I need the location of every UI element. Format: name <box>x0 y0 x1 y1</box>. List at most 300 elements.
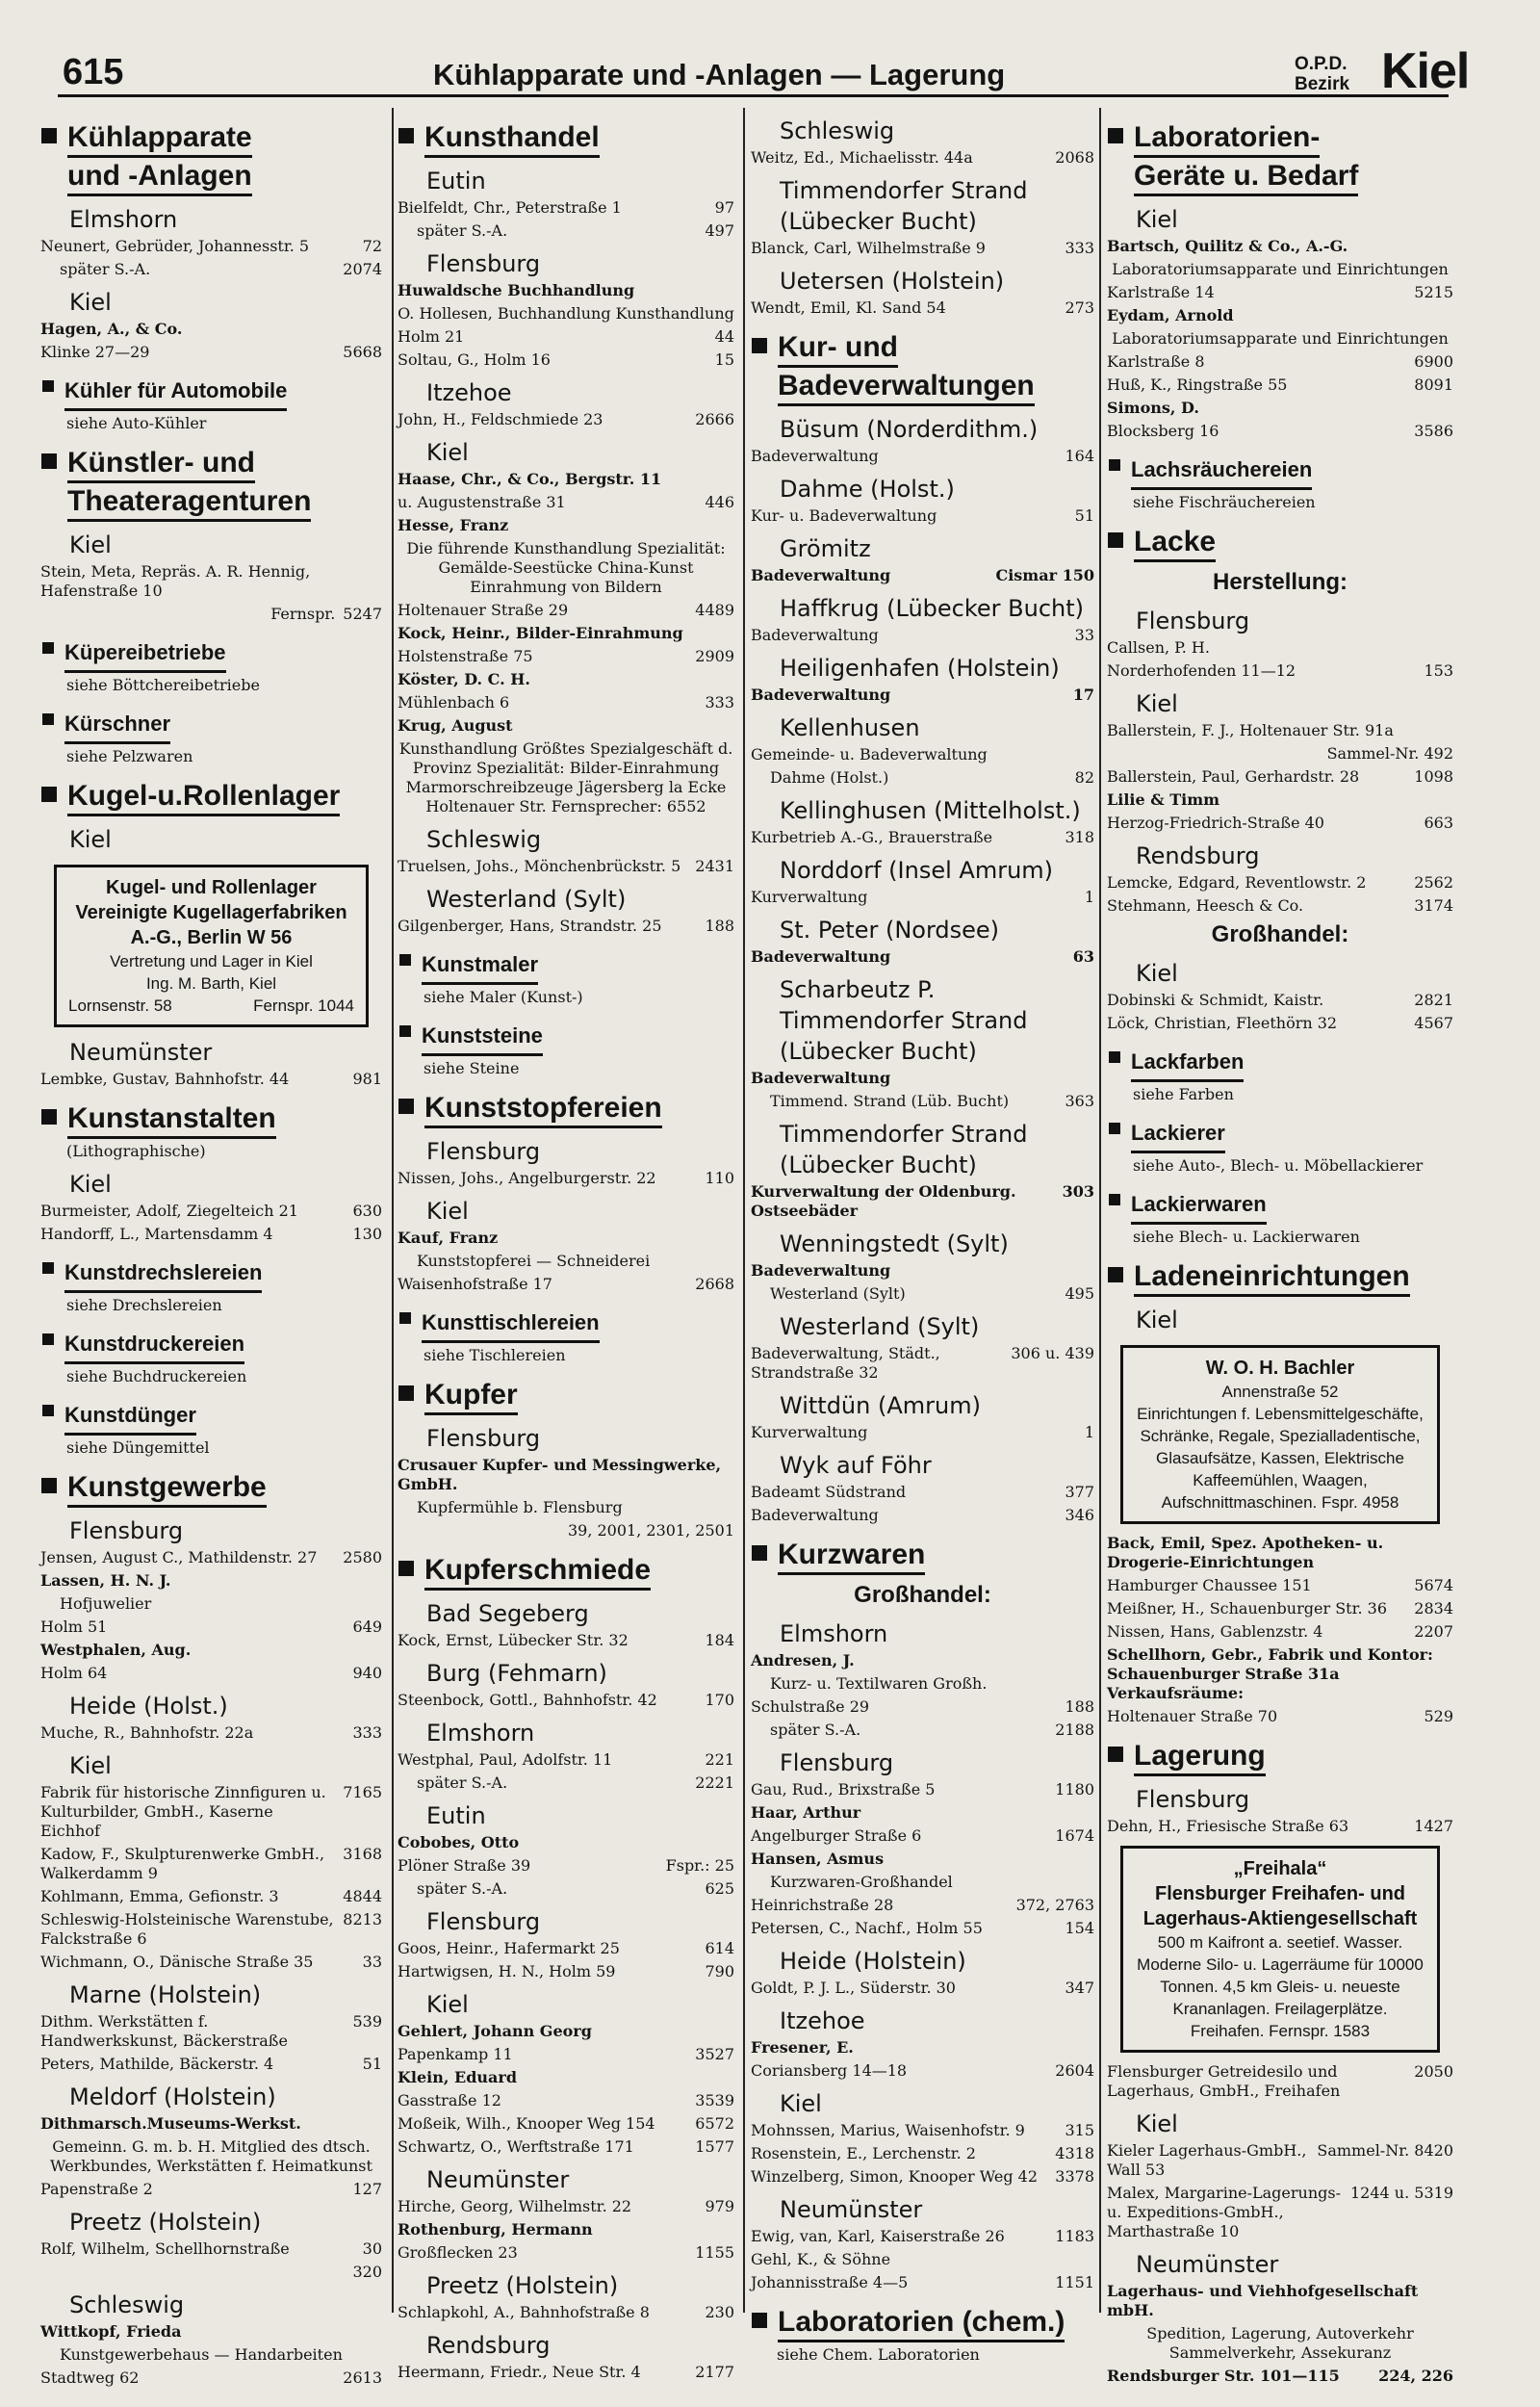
category-title <box>422 1306 600 1343</box>
entry-phone: 2668 <box>695 1275 734 1293</box>
entry-phone: 2604 <box>1055 2061 1094 2080</box>
directory-entry <box>751 1826 1094 1846</box>
category-bullet-icon <box>1108 532 1123 548</box>
city-heading: Kiel <box>1136 960 1178 987</box>
category-bullet-icon <box>398 128 414 143</box>
entry-text: Badeverwaltung <box>751 1261 891 1280</box>
directory-entry <box>398 281 734 300</box>
city-heading: Kiel <box>69 1171 112 1198</box>
category-title <box>1134 119 1358 196</box>
entry-phone: 170 <box>705 1691 734 1709</box>
category-note: siehe Düngemittel <box>66 1438 210 1457</box>
entry-text: Meißner, H., Schauenburger Str. 36 <box>1107 1599 1387 1618</box>
category-bullet-icon <box>42 1262 54 1274</box>
entry-text: Kupfermühle b. Flensburg <box>417 1498 623 1516</box>
entry-phone: 377 <box>1065 1483 1094 1501</box>
directory-entry <box>398 304 734 324</box>
entry-text: Wichmann, O., Dänische Straße 35 <box>40 1953 314 1971</box>
directory-entry <box>40 1910 382 1949</box>
entry-phone: 1244 u. 5319 <box>1350 2184 1453 2202</box>
entry-phone: 2177 <box>695 2363 734 2381</box>
entry-text: Hansen, Asmus <box>751 1850 885 1868</box>
category-title <box>1134 1738 1266 1776</box>
entry-text: Back, Emil, Spez. Apotheken- u. Drogerie-Einrichtungen <box>1107 1534 1384 1571</box>
directory-entry <box>398 1456 734 1494</box>
city-heading: Kiel <box>780 2090 822 2117</box>
entry-text <box>40 2263 345 2282</box>
category-label: Kunstdruckereien <box>64 1327 244 1364</box>
entry-phone: 303 <box>1062 1182 1094 1201</box>
category-note: siehe Buchdruckereien <box>66 1367 247 1385</box>
directory-entry <box>40 562 382 601</box>
category-heading <box>40 1469 382 1508</box>
entry-text: Rolf, Wilhelm, Schellhornstraße <box>40 2239 290 2258</box>
city-heading: Flensburg <box>1136 1786 1250 1813</box>
category-note: siehe Pelzwaren <box>66 747 193 765</box>
entry-phone: 1151 <box>1055 2273 1094 2291</box>
category-bullet-icon <box>41 787 57 802</box>
directory-entry <box>1107 638 1453 658</box>
category-heading <box>398 1090 734 1128</box>
city-heading: Flensburg <box>426 1908 541 1935</box>
category-label: Kunstdünger <box>64 1398 196 1436</box>
entry-text: Herzog-Friedrich-Straße 40 <box>1107 814 1324 832</box>
entry-phone: 940 <box>352 1664 382 1682</box>
entry-text: Badeverwaltung <box>751 686 891 704</box>
directory-entry <box>398 198 734 218</box>
entry-phone: 790 <box>705 1962 734 1980</box>
entry-phone: 5668 <box>343 343 382 361</box>
entry-phone: 1577 <box>695 2137 734 2156</box>
subsection-heading: Großhandel: <box>1211 921 1349 947</box>
directory-entry <box>1107 2141 1453 2180</box>
entry-text: Kurbetrieb A.-G., Brauerstraße <box>751 828 993 846</box>
directory-entry <box>1107 814 1453 833</box>
category-title <box>64 1398 196 1436</box>
category-label: Küpereibetriebe <box>64 635 226 673</box>
city-heading: Flensburg <box>1136 608 1250 634</box>
entry-phone: 153 <box>1424 661 1453 680</box>
entry-phone: 347 <box>1065 1979 1094 1997</box>
directory-entry <box>398 2363 734 2382</box>
directory-entry <box>398 1939 734 1958</box>
entry-phone: 3168 <box>343 1845 382 1863</box>
directory-entry <box>40 1618 382 1637</box>
city-heading: Eutin <box>426 168 486 194</box>
directory-entry <box>40 1571 382 1591</box>
entry-phone: 497 <box>705 221 734 240</box>
entry-text: Heinrichstraße 28 <box>751 1896 894 1914</box>
category-label: Lachsräuchereien <box>1131 453 1312 490</box>
entry-text: Mohnssen, Marius, Waisenhofstr. 9 <box>751 2121 1025 2139</box>
entry-phone: 33 <box>1074 626 1094 644</box>
entry-phone: 184 <box>705 1631 734 1649</box>
directory-entry <box>398 1252 734 1271</box>
category-heading <box>398 1377 734 1415</box>
entry-phone: 2188 <box>1055 1721 1094 1739</box>
entry-text: Winzelberg, Simon, Knooper Weg 42 <box>751 2167 1038 2186</box>
entry-phone: 318 <box>1065 828 1094 846</box>
directory-entry <box>398 2045 734 2064</box>
category-label: Kunstanstalten <box>67 1101 276 1139</box>
category-heading <box>398 1552 734 1591</box>
entry-phone: 625 <box>705 1879 734 1898</box>
category-label: Kugel-u.Rollenlager <box>67 779 340 816</box>
directory-entry <box>398 716 734 736</box>
entry-text: Waisenhofstraße 17 <box>398 1275 552 1293</box>
entry-text: Handorff, L., Martensdamm 4 <box>40 1225 273 1243</box>
category-heading <box>398 119 734 158</box>
category-title <box>422 1019 543 1056</box>
directory-entry <box>1107 1534 1453 1572</box>
directory-entry <box>751 1092 1094 1111</box>
directory-entry <box>398 350 734 370</box>
entry-phone: 4318 <box>1055 2144 1094 2162</box>
directory-entry <box>398 1879 734 1899</box>
category-title <box>1131 1187 1267 1225</box>
entry-text: Westerland (Sylt) <box>770 1284 906 1303</box>
city-heading: Heide (Holst.) <box>69 1693 228 1720</box>
directory-entry <box>40 1845 382 1883</box>
entry-text: Jensen, August C., Mathildenstr. 27 <box>40 1548 318 1566</box>
directory-entry <box>398 2220 734 2239</box>
category-note: siehe Drechslereien <box>66 1296 222 1314</box>
directory-entry <box>398 2114 734 2134</box>
category-heading <box>40 374 382 411</box>
advertisement-box <box>54 865 369 1027</box>
ad-line: Flensburger Freihafen- und Lagerhaus-Aktiengesellschaft <box>1142 1883 1418 1929</box>
entry-phone: Fspr.: 25 <box>665 1856 734 1875</box>
directory-entry <box>1107 991 1453 1010</box>
entry-phone: 30 <box>362 2239 382 2258</box>
category-bullet-icon <box>752 1545 767 1561</box>
category-heading <box>40 707 382 744</box>
entry-text: Wittkopf, Frieda <box>40 2322 182 2341</box>
entry-text: Kieler Lagerhaus-GmbH., Wall 53 <box>1107 2141 1307 2179</box>
category-label: Kunstdrechslereien <box>64 1255 262 1293</box>
directory-entry <box>751 1896 1094 1915</box>
entry-text: Kurzwaren-Großhandel <box>770 1873 953 1891</box>
entry-text: Haase, Chr., & Co., Bergstr. 11 <box>398 470 662 488</box>
entry-text: Mühlenbach 6 <box>398 693 510 712</box>
category-heading <box>40 1398 382 1436</box>
entry-phone: 649 <box>352 1618 382 1636</box>
entry-phone: 130 <box>352 1225 382 1243</box>
category-heading <box>398 1019 734 1056</box>
directory-entry <box>751 2061 1094 2081</box>
entry-phone: 4567 <box>1414 1014 1453 1032</box>
directory-entry <box>1107 790 1453 810</box>
category-note: (Lithographische) <box>66 1142 206 1160</box>
category-title <box>422 947 538 985</box>
category-label: Kunststopfereien <box>424 1091 662 1128</box>
city-heading: Uetersen (Holstein) <box>780 268 1005 295</box>
city-heading: Kiel <box>1136 206 1178 233</box>
entry-text: Löck, Christian, Fleethörn 32 <box>1107 1014 1338 1032</box>
entry-text: Rosenstein, E., Lerchenstr. 2 <box>751 2144 976 2162</box>
entry-phone: 44 <box>714 327 734 346</box>
entry-text: Huß, K., Ringstraße 55 <box>1107 375 1288 394</box>
bezirk-label: Bezirk <box>1295 74 1350 94</box>
entry-text: Ewig, van, Karl, Kaiserstraße 26 <box>751 2227 1005 2245</box>
directory-entry <box>1107 1599 1453 1618</box>
entry-phone: 5247 <box>343 605 382 623</box>
directory-entry <box>1107 375 1453 395</box>
category-note: siehe Blech- u. Lackierwaren <box>1133 1228 1360 1246</box>
city-heading: Timmendorfer Strand (Lübecker Bucht) <box>780 1121 1028 1178</box>
entry-phone: 2666 <box>695 410 734 428</box>
category-bullet-icon <box>1108 1747 1123 1762</box>
entry-text: Gasstraße 12 <box>398 2091 501 2109</box>
directory-entry <box>751 447 1094 466</box>
directory-entry <box>1107 422 1453 441</box>
entry-phone: 333 <box>352 1723 382 1742</box>
directory-entry <box>40 2345 382 2365</box>
entry-text: Bielfeldt, Chr., Peterstraße 1 <box>398 198 622 217</box>
category-note: siehe Böttchereibetriebe <box>66 676 260 694</box>
city-heading: Westerland (Sylt) <box>780 1313 980 1340</box>
category-title <box>778 329 1035 406</box>
city-heading: Kiel <box>69 289 112 316</box>
city-heading: Kiel <box>1136 2110 1178 2137</box>
column-divider <box>1099 108 1101 2313</box>
category-label: Lagerung <box>1134 1739 1266 1776</box>
category-title <box>64 1327 244 1364</box>
category-note: siehe Farben <box>1133 1085 1234 1103</box>
entry-phone: 72 <box>362 237 382 255</box>
directory-entry <box>398 493 734 512</box>
entry-text: Badeverwaltung <box>751 447 879 465</box>
category-title <box>778 1537 925 1575</box>
directory-entry <box>40 1953 382 1972</box>
entry-text: Hirche, Georg, Wilhelmstr. 22 <box>398 2197 632 2215</box>
city-heading: Flensburg <box>426 250 541 277</box>
category-label: Kunstgewerbe <box>67 1470 267 1508</box>
entry-text: Schlapkohl, A., Bahnhofstraße 8 <box>398 2303 650 2321</box>
entry-text: Rothenburg, Hermann <box>398 2220 593 2239</box>
category-title <box>1134 1258 1410 1297</box>
directory-entry <box>751 1697 1094 1717</box>
entry-text: Wendt, Emil, Kl. Sand 54 <box>751 298 946 317</box>
entry-text: Stadtweg 62 <box>40 2368 140 2387</box>
directory-entry <box>40 1548 382 1567</box>
entry-text: Ballerstein, Paul, Gerhardstr. 28 <box>1107 767 1360 786</box>
entry-phone: 4489 <box>695 601 734 619</box>
directory-entry <box>1107 1622 1453 1642</box>
category-label-line2: Geräte u. Bedarf <box>1134 159 1358 196</box>
directory-entry <box>398 647 734 666</box>
category-label-line2: Theateragenturen <box>67 484 311 522</box>
category-heading <box>1107 1738 1453 1776</box>
page-header <box>58 39 1470 99</box>
column-divider <box>743 108 745 2313</box>
entry-text: Kurz- u. Textilwaren Großh. <box>770 1674 988 1693</box>
entry-text: Eydam, Arnold <box>1107 306 1234 324</box>
ad-line: „Freihala“ <box>1233 1858 1327 1879</box>
category-heading <box>40 1255 382 1293</box>
entry-text: Kurverwaltung der Oldenburg. Ostseebäder <box>751 1182 1016 1220</box>
city-heading: Bad Segeberg <box>426 1600 589 1627</box>
directory-entry <box>1107 399 1453 418</box>
ad-line: Einrichtungen f. Lebensmittelgeschäfte, Schränke, Regale, Spezialladentische, Glasaufsätze, Kassen, Elektrische Kaffeemühlen, Waagen, Aufschnittmaschinen. Fspr. 4958 <box>1137 1405 1424 1512</box>
directory-entry <box>751 1780 1094 1799</box>
entry-text: Rendsburger Str. 101—115 <box>1107 2367 1340 2385</box>
entry-text: u. Augustenstraße 31 <box>398 493 566 511</box>
city-heading: Schleswig <box>69 2291 185 2318</box>
entry-phone: 221 <box>705 1750 734 1769</box>
entry-text: Callsen, P. H. <box>1107 638 1210 657</box>
entry-text: Klinke 27—29 <box>40 343 150 361</box>
directory-entry <box>751 1261 1094 1281</box>
entry-text: Kurverwaltung <box>751 1423 868 1441</box>
city-heading: Neumünster <box>1136 2251 1279 2278</box>
city-heading: Flensburg <box>780 1749 894 1776</box>
directory-entry <box>398 739 734 816</box>
city-heading: Kiel <box>69 826 112 853</box>
entry-text: Badeverwaltung <box>751 626 879 644</box>
directory-entry <box>398 2197 734 2216</box>
entry-text: Lemcke, Edgard, Reventlowstr. 2 <box>1107 873 1367 892</box>
directory-entry <box>40 260 382 279</box>
entry-phone: 2562 <box>1414 873 1453 892</box>
category-title <box>67 1469 267 1508</box>
entry-text: Westphal, Paul, Adolfstr. 11 <box>398 1750 613 1769</box>
entry-text: Kohlmann, Emma, Gefionstr. 3 <box>40 1887 279 1905</box>
city-heading: Marne (Holstein) <box>69 1981 262 2008</box>
entry-phone: 110 <box>705 1169 734 1187</box>
entry-phone: 614 <box>705 1939 734 1957</box>
entry-phone: 333 <box>1065 239 1094 257</box>
ad-line: Kugel- und Rollenlager <box>106 877 317 898</box>
city-heading: Itzehoe <box>780 2007 865 2034</box>
category-label: Lackfarben <box>1131 1045 1244 1082</box>
entry-text: Sammel-Nr. 492 <box>1326 744 1453 763</box>
city-heading: St. Peter (Nordsee) <box>780 917 1000 944</box>
entry-text: später S.-A. <box>770 1721 861 1739</box>
directory-entry <box>398 1691 734 1710</box>
city-heading: Neumünster <box>780 2196 923 2223</box>
directory-entry <box>751 1423 1094 1442</box>
directory-entry <box>398 1962 734 1981</box>
entry-phone: 1155 <box>695 2243 734 2262</box>
directory-entry <box>751 239 1094 258</box>
entry-text: Blanck, Carl, Wilhelmstraße 9 <box>751 239 986 257</box>
entry-text: Schwartz, O., Werftstraße 171 <box>398 2137 634 2156</box>
entry-phone: 315 <box>1065 2121 1094 2139</box>
entry-phone: 230 <box>705 2303 734 2321</box>
directory-entry <box>751 1803 1094 1823</box>
entry-phone: 5674 <box>1414 1576 1453 1594</box>
directory-entry <box>398 2091 734 2110</box>
entry-text: Heermann, Friedr., Neue Str. 4 <box>398 2363 641 2381</box>
category-label: Kupfer <box>424 1378 518 1415</box>
entry-phone: 2834 <box>1414 1599 1453 1618</box>
city-heading: Eutin <box>426 1802 486 1829</box>
entry-phone: 1180 <box>1055 1780 1094 1799</box>
entry-text: Badeverwaltung <box>751 1069 891 1087</box>
entry-phone: 2068 <box>1055 148 1094 167</box>
category-heading <box>751 2304 1094 2342</box>
entry-text: Stehmann, Heesch & Co. <box>1107 896 1304 915</box>
directory-entry <box>398 1229 734 1248</box>
category-heading <box>40 778 382 816</box>
category-bullet-icon <box>41 1478 57 1493</box>
entry-phone: 33 <box>362 1953 382 1971</box>
entry-text: Badeverwaltung, Städt., Strandstraße 32 <box>751 1344 940 1382</box>
entry-text: Lassen, H. N. J. <box>40 1571 171 1590</box>
entry-text: Andresen, J. <box>751 1651 855 1669</box>
directory-entry <box>40 1887 382 1906</box>
category-label: Künstler- und <box>67 446 255 483</box>
entry-phone: 363 <box>1065 1092 1094 1110</box>
category-title <box>424 1090 662 1128</box>
entry-text: Holtenauer Straße 29 <box>398 601 569 619</box>
city-heading: Schleswig <box>780 117 895 144</box>
entry-text: Karlstraße 14 <box>1107 283 1215 301</box>
city-heading: Flensburg <box>426 1425 541 1452</box>
ad-footer <box>68 995 354 1017</box>
entry-text: Steenbock, Gottl., Bahnhofstr. 42 <box>398 1691 657 1709</box>
city-heading: Rendsburg <box>1136 842 1260 869</box>
entry-text: 39, 2001, 2301, 2501 <box>567 1521 734 1540</box>
category-title <box>1134 524 1216 562</box>
category-label-line2: und -Anlagen <box>67 159 252 196</box>
entry-text: Westphalen, Aug. <box>40 1641 192 1659</box>
city-heading: Elmshorn <box>780 1620 888 1647</box>
page-title: Kühlapparate und -Anlagen — Lagerung <box>433 58 1006 91</box>
entry-text: Hesse, Franz <box>398 516 509 534</box>
category-label: Kunsthandel <box>424 120 600 158</box>
category-title <box>67 1100 276 1139</box>
directory-entry <box>1107 721 1453 740</box>
entry-text: später S.-A. <box>417 221 508 240</box>
category-bullet-icon <box>752 2313 767 2328</box>
ad-footer-item: Lornsenstr. 58 <box>68 996 172 1015</box>
directory-entry <box>398 1773 734 1793</box>
category-title <box>67 445 311 522</box>
entry-text: Truelsen, Johs., Mönchenbrückstr. 5 <box>398 857 681 875</box>
category-bullet-icon <box>399 954 411 966</box>
city-heading: Preetz (Holstein) <box>426 2272 619 2299</box>
directory-entry <box>751 2121 1094 2140</box>
entry-phone: 663 <box>1424 814 1453 832</box>
entry-text: Laboratoriumsapparate und Einrichtungen <box>1112 260 1449 278</box>
entry-phone: 2221 <box>695 1773 734 1792</box>
entry-text: Lagerhaus- und Viehhofgesellschaft mbH. <box>1107 2282 1419 2319</box>
directory-entry <box>751 566 1094 585</box>
category-title <box>1131 1045 1244 1082</box>
directory-entry <box>751 1284 1094 1304</box>
directory-entry <box>1107 306 1453 325</box>
category-bullet-icon <box>42 1405 54 1416</box>
entry-text: Peters, Mathilde, Bäckerstr. 4 <box>40 2055 274 2073</box>
entry-text: Hofjuwelier <box>60 1594 152 1613</box>
directory-entry <box>40 343 382 362</box>
entry-text: Cobobes, Otto <box>398 1833 520 1851</box>
city-heading: Elmshorn <box>69 206 178 233</box>
entry-text: Ballerstein, F. J., Holtenauer Str. 91a <box>1107 721 1394 739</box>
entry-text: O. Hollesen, Buchhandlung Kunsthandlung <box>398 304 734 323</box>
entry-text: Badeverwaltung <box>751 947 891 966</box>
entry-phone: 630 <box>352 1202 382 1220</box>
entry-phone: 1 <box>1084 1423 1094 1441</box>
category-heading <box>398 947 734 985</box>
directory-entry <box>1107 2184 1453 2241</box>
advertisement-box <box>1120 1345 1440 1524</box>
directory-entry <box>1107 2282 1453 2320</box>
entry-phone: 346 <box>1065 1506 1094 1524</box>
entry-text: Bartsch, Quilitz & Co., A.-G. <box>1107 237 1348 255</box>
